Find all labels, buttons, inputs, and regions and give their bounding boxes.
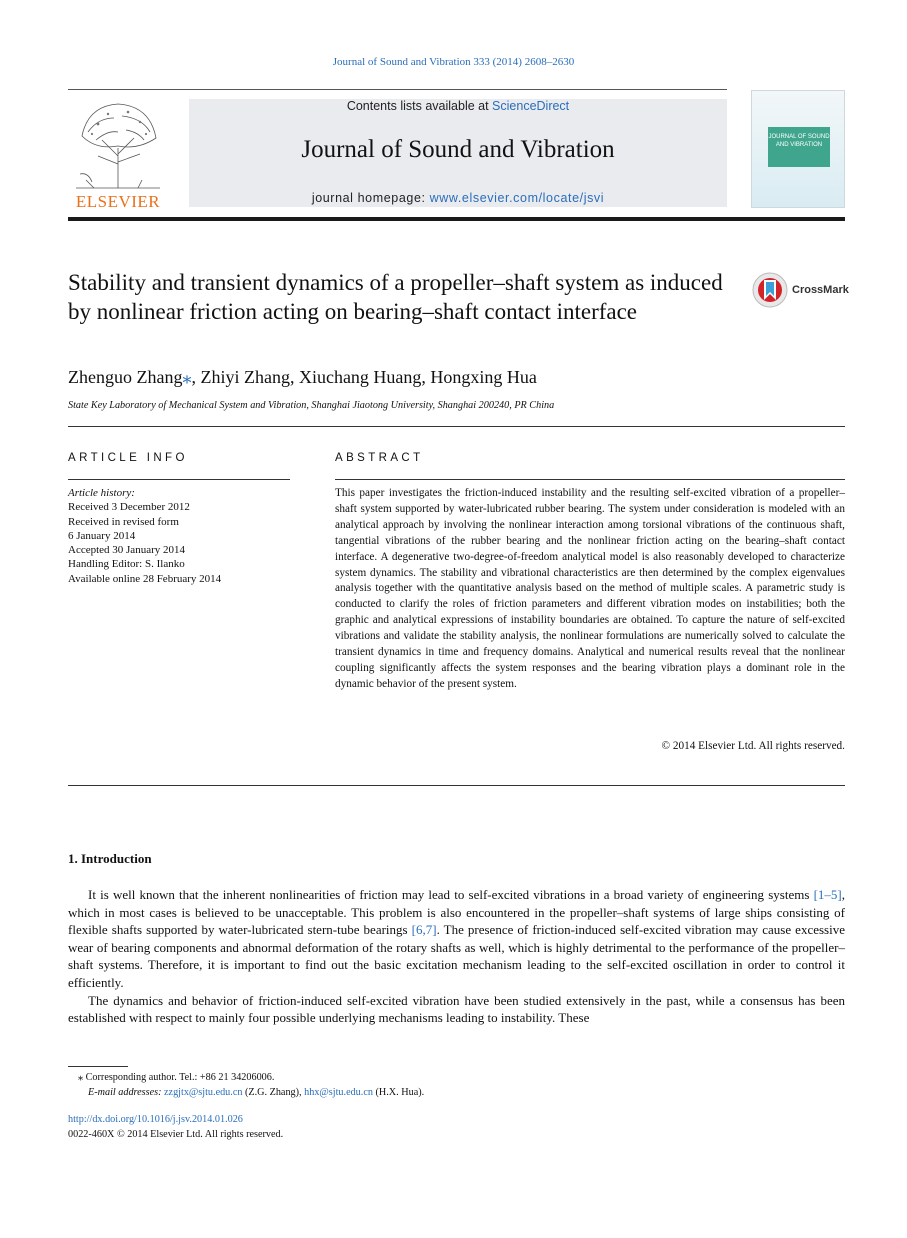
citation-link[interactable]: [1–5] xyxy=(813,887,842,902)
email-link-2[interactable]: hhx@sjtu.edu.cn xyxy=(304,1087,373,1098)
article-info-rule xyxy=(68,479,290,480)
header-thick-rule xyxy=(68,217,845,221)
history-item: Accepted 30 January 2014 xyxy=(68,544,185,557)
text-run: It is well known that the inherent nonlinearities of friction may lead to self-excited vibrations in a broad variety of engineering systems xyxy=(88,887,814,902)
other-authors: , Zhiyi Zhang, Xiuchang Huang, Hongxing Hua xyxy=(191,367,537,387)
doi-link[interactable]: http://dx.doi.org/10.1016/j.jsv.2014.01.026 xyxy=(68,1114,243,1125)
article-title: Stability and transient dynamics of a propeller–shaft system as induced by nonlinear friction acting on bearing–shaft contact interface xyxy=(68,270,723,324)
contents-line xyxy=(189,99,727,113)
crossmark-label[interactable]: CrossMark xyxy=(792,284,849,296)
footnote xyxy=(68,1070,668,1100)
journal-reference[interactable]: Journal of Sound and Vibration 333 (2014) 2608–2630 xyxy=(332,56,575,68)
divider-top xyxy=(68,426,845,427)
introduction-body xyxy=(68,886,845,1027)
abstract-heading: ABSTRACT xyxy=(335,452,424,464)
history-item: 6 January 2014 xyxy=(68,529,136,542)
affiliation: State Key Laboratory of Mechanical System and Vibration, Shanghai Jiaotong University, Shanghai 200240, PR China xyxy=(68,400,555,411)
email-link-1[interactable]: zzgjtx@sjtu.edu.cn xyxy=(164,1087,243,1098)
text-run: . The presence of friction-induced self-excited vibration may cause excessive wear of bearing components and abnormal deformation of the rotary shafts as well, which is highly detrimental to the performance of the propeller–shaft systems. Therefore, it is important to find out the basic excitation mechanism leading to the self-excited oscillation in order to control it efficiently. xyxy=(68,922,845,990)
author-1: Zhenguo Zhang xyxy=(68,367,183,387)
paragraph-1 xyxy=(68,886,845,992)
journal-cover-thumbnail[interactable] xyxy=(751,90,845,208)
corresponding-author-note: ⁎ Corresponding author. Tel.: +86 21 34206006. xyxy=(78,1072,275,1083)
footnote-rule xyxy=(68,1066,128,1067)
journal-name: Journal of Sound and Vibration xyxy=(301,136,615,163)
article-history xyxy=(68,486,290,586)
paragraph-2: The dynamics and behavior of friction-induced self-excited vibration have been studied extensively in the past, while a consensus has been established with respect to mainly four possible underlying mechanisms leading to instability. These xyxy=(68,992,845,1026)
history-label: Article history: xyxy=(68,487,135,499)
abstract-text: This paper investigates the friction-induced instability and the resulting self-excited vibration of a propeller–shaft system supported by water-lubricated rubber bearing. The system under consideration is modeled with an analytical approach by involving the nonlinear interaction among torsional vibrations of the continuous shaft, tangential vibrations of the rubber bearing and the nonlinear friction acting on the bearing–shaft contact interface. A degenerative two-degree-of-freedom analytical model is also reasonably developed to characterize system dynamics. The stability and vibrational characteristics are then determined by the complex eigenvalues analysis together with the quantitative analysis based on the method of multiple scales. A parametric study is conducted to clarify the roles of friction parameters and different vibration modes on instabilities; both the graphic and analytical expressions of instability boundaries are obtained. To capture the nature of self-excited vibrations and validate the stability analysis, the nonlinear formulations are numerically solved to calculate the transient dynamics in time and frequency domains. Analytical and numerical results reveal that the nonlinear coupling significantly affects the system responses and the bearing vibration plays a dominant role in the dynamic behavior of the present system. xyxy=(335,487,845,690)
sciencedirect-link[interactable]: ScienceDirect xyxy=(492,99,570,113)
history-item: Received 3 December 2012 xyxy=(68,501,190,514)
abstract-rule xyxy=(335,479,845,480)
email-label: E-mail addresses: xyxy=(88,1087,165,1098)
citation-link[interactable]: [6,7] xyxy=(411,922,437,938)
history-item: Handling Editor: S. Ilanko xyxy=(68,558,185,571)
publisher-wordmark: ELSEVIER xyxy=(75,192,161,211)
header-top-rule xyxy=(68,89,727,90)
homepage-line xyxy=(189,191,727,205)
journal-homepage-link[interactable]: www.elsevier.com/locate/jsvi xyxy=(429,191,605,205)
corresponding-author-mark[interactable]: ⁎ xyxy=(182,367,192,387)
issn-copyright: 0022-460X © 2014 Elsevier Ltd. All rights reserved. xyxy=(68,1129,284,1140)
divider-bottom xyxy=(68,785,845,786)
contents-prefix: Contents lists available at xyxy=(346,99,493,113)
author-list xyxy=(68,367,537,388)
doi-block xyxy=(68,1112,283,1142)
history-item: Received in revised form xyxy=(68,515,179,528)
cover-title-panel: JOURNAL OF SOUND AND VIBRATION xyxy=(768,127,830,167)
text-run: , which in most cases is believed to be unacceptable. This problem is also encountered in the propeller–shaft systems of large ships consisting of flexible shafts supported by water-lubricated stern-tube bearings xyxy=(68,887,845,938)
abstract-copyright: © 2014 Elsevier Ltd. All rights reserved. xyxy=(661,740,845,752)
email-line xyxy=(68,1085,668,1100)
history-item: Available online 28 February 2014 xyxy=(68,572,222,585)
homepage-prefix: journal homepage: xyxy=(311,191,430,205)
section-title-introduction: 1. Introduction xyxy=(68,851,152,866)
article-info-heading: ARTICLE INFO xyxy=(68,452,188,464)
email-owner-1: (Z.G. Zhang), xyxy=(242,1087,305,1098)
email-owner-2: (H.X. Hua). xyxy=(372,1087,425,1098)
